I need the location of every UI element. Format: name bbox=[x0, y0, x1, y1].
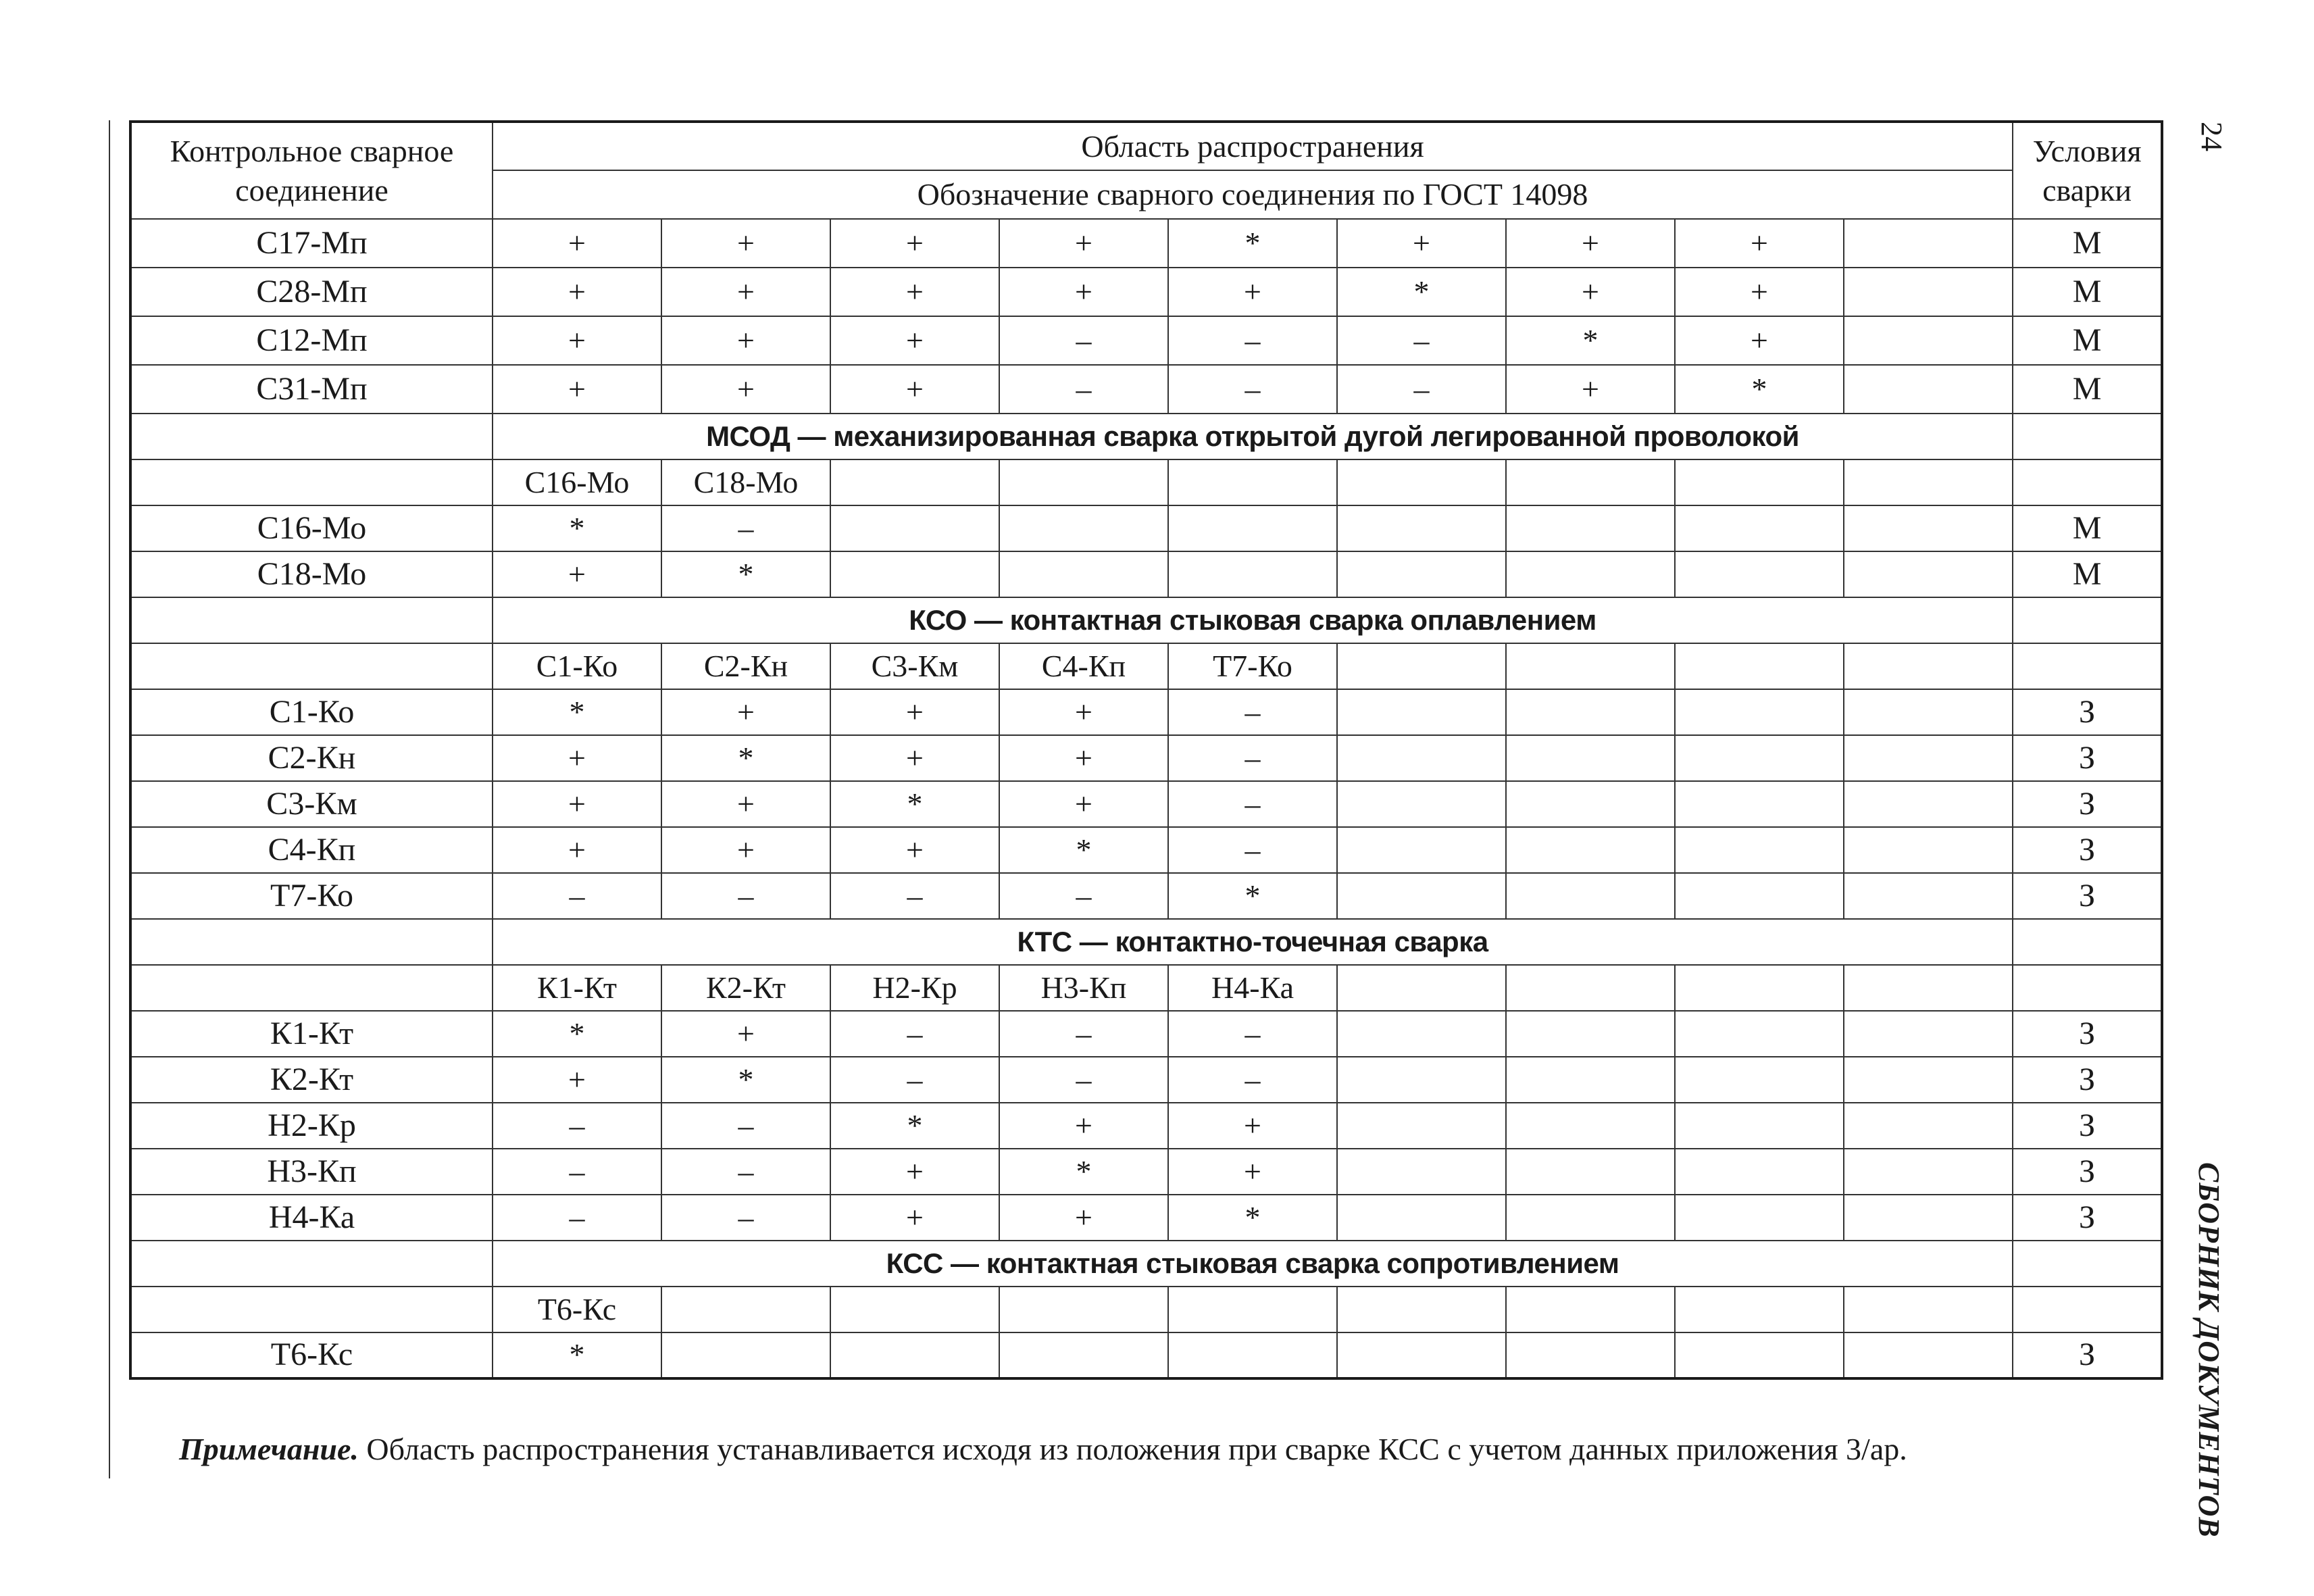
scope-cell bbox=[1675, 1195, 1844, 1241]
scope-cell: * bbox=[493, 689, 661, 735]
scope-cell: + bbox=[661, 365, 830, 414]
table-row bbox=[130, 735, 2162, 781]
scope-cell bbox=[1844, 365, 2013, 414]
scope-cell: + bbox=[493, 551, 661, 597]
scope-cell bbox=[1337, 1287, 1506, 1332]
scope-cell: * bbox=[661, 735, 830, 781]
table-row bbox=[130, 1057, 2162, 1103]
scope-cell: + bbox=[661, 689, 830, 735]
scope-cell bbox=[1337, 873, 1506, 919]
welding-condition: З bbox=[2013, 1011, 2162, 1057]
scope-cell bbox=[1337, 1011, 1506, 1057]
scope-cell: + bbox=[830, 219, 999, 268]
section-title: МСОД — механизированная сварка открытой дугой легированной проволокой bbox=[493, 414, 2013, 459]
footnote bbox=[179, 1431, 1907, 1467]
scope-cell: + bbox=[999, 781, 1168, 827]
joint-label: К2-Кт bbox=[130, 1057, 493, 1103]
scope-cell: + bbox=[1506, 268, 1675, 316]
scope-cell: * bbox=[1168, 1195, 1337, 1241]
scope-cell: – bbox=[1168, 735, 1337, 781]
scope-cell bbox=[999, 505, 1168, 551]
scope-cell bbox=[830, 551, 999, 597]
table-row bbox=[130, 1287, 2162, 1332]
scope-cell: + bbox=[493, 1057, 661, 1103]
scope-cell bbox=[1844, 643, 2013, 689]
table-row bbox=[130, 689, 2162, 735]
joint-label: С12-Мп bbox=[130, 316, 493, 365]
scope-cell: – bbox=[493, 873, 661, 919]
left-margin-rule bbox=[109, 120, 110, 1478]
table-row bbox=[130, 1103, 2162, 1149]
scope-cell bbox=[1337, 1332, 1506, 1378]
scope-cell bbox=[1675, 1149, 1844, 1195]
scope-cell: – bbox=[661, 505, 830, 551]
scope-cell bbox=[1168, 505, 1337, 551]
scope-cell bbox=[1506, 781, 1675, 827]
scope-cell: + bbox=[999, 1103, 1168, 1149]
scope-cell bbox=[1675, 781, 1844, 827]
scope-cell: С3-Км bbox=[830, 643, 999, 689]
welding-condition: З bbox=[2013, 1332, 2162, 1378]
scope-cell: – bbox=[1168, 689, 1337, 735]
scope-cell: Т7-Ко bbox=[1168, 643, 1337, 689]
scope-cell: – bbox=[1168, 1011, 1337, 1057]
welding-condition: З bbox=[2013, 1057, 2162, 1103]
scope-cell bbox=[1675, 735, 1844, 781]
page-number: 24 bbox=[2195, 122, 2228, 151]
joint-label bbox=[130, 643, 493, 689]
scope-cell: + bbox=[830, 827, 999, 873]
scope-cell bbox=[1844, 1057, 2013, 1103]
footnote-lead: Примечание. bbox=[179, 1432, 359, 1466]
scope-cell: – bbox=[1337, 365, 1506, 414]
scope-cell bbox=[1675, 551, 1844, 597]
welding-condition bbox=[2013, 1287, 2162, 1332]
scope-cell bbox=[1675, 873, 1844, 919]
header-control-joint: Контрольное сварное соединение bbox=[130, 122, 493, 219]
scope-cell: – bbox=[1168, 1057, 1337, 1103]
joint-label: С16-Мо bbox=[130, 505, 493, 551]
scope-cell: + bbox=[493, 219, 661, 268]
joint-label: Н4-Ка bbox=[130, 1195, 493, 1241]
scope-cell: – bbox=[661, 1195, 830, 1241]
scope-cell: – bbox=[999, 873, 1168, 919]
joint-label: С3-Км bbox=[130, 781, 493, 827]
scope-cell bbox=[1506, 1149, 1675, 1195]
scope-cell: Н3-Кп bbox=[999, 965, 1168, 1011]
scope-cell: * bbox=[830, 1103, 999, 1149]
scope-cell: – bbox=[830, 1057, 999, 1103]
joint-label: Т7-Ко bbox=[130, 873, 493, 919]
scope-cell bbox=[1844, 316, 2013, 365]
section-empty-cond bbox=[2013, 919, 2162, 965]
scope-cell: – bbox=[999, 316, 1168, 365]
scope-cell: + bbox=[999, 268, 1168, 316]
table-row bbox=[130, 1149, 2162, 1195]
scope-cell bbox=[1675, 459, 1844, 505]
joint-label bbox=[130, 1287, 493, 1332]
scope-cell bbox=[1506, 1011, 1675, 1057]
scope-cell: + bbox=[830, 689, 999, 735]
scope-cell: * bbox=[493, 1332, 661, 1378]
scope-cell bbox=[1168, 459, 1337, 505]
scope-cell bbox=[1844, 1195, 2013, 1241]
header-conditions: Условия сварки bbox=[2013, 122, 2162, 219]
scope-cell: + bbox=[830, 268, 999, 316]
scope-cell bbox=[1337, 459, 1506, 505]
scope-cell: С18-Мо bbox=[661, 459, 830, 505]
scope-cell: Н2-Кр bbox=[830, 965, 999, 1011]
scope-cell: * bbox=[1675, 365, 1844, 414]
joint-label: Н2-Кр bbox=[130, 1103, 493, 1149]
welding-condition bbox=[2013, 643, 2162, 689]
scope-cell: + bbox=[493, 781, 661, 827]
table-row bbox=[130, 781, 2162, 827]
scope-cell: С1-Ко bbox=[493, 643, 661, 689]
scope-cell: – bbox=[830, 873, 999, 919]
section-empty-cond bbox=[2013, 414, 2162, 459]
scope-cell: + bbox=[1168, 1149, 1337, 1195]
table-row bbox=[130, 1195, 2162, 1241]
joint-label: Т6-Кс bbox=[130, 1332, 493, 1378]
scope-cell: + bbox=[1675, 268, 1844, 316]
scope-cell: * bbox=[1337, 268, 1506, 316]
welding-condition: З bbox=[2013, 689, 2162, 735]
scope-cell bbox=[1506, 965, 1675, 1011]
scope-cell: + bbox=[999, 735, 1168, 781]
footnote-text: Область распространения устанавливается исходя из положения при сварке КСС с учетом данных приложения 3/ар. bbox=[358, 1432, 1907, 1466]
section-title: КСО — контактная стыковая сварка оплавлением bbox=[493, 597, 2013, 643]
scope-cell bbox=[1675, 689, 1844, 735]
section-title: КСС — контактная стыковая сварка сопротивлением bbox=[493, 1241, 2013, 1287]
scope-cell bbox=[830, 505, 999, 551]
scope-cell: * bbox=[1506, 316, 1675, 365]
scope-cell bbox=[1337, 1195, 1506, 1241]
scope-cell bbox=[1675, 505, 1844, 551]
scope-cell: + bbox=[661, 781, 830, 827]
scope-cell: + bbox=[830, 365, 999, 414]
table-row bbox=[130, 459, 2162, 505]
table-row bbox=[130, 1332, 2162, 1378]
scope-cell bbox=[1675, 1287, 1844, 1332]
scope-cell bbox=[1337, 1057, 1506, 1103]
section-row bbox=[130, 414, 2162, 459]
scope-cell: * bbox=[999, 827, 1168, 873]
joint-label: С17-Мп bbox=[130, 219, 493, 268]
scope-cell: – bbox=[830, 1011, 999, 1057]
scope-cell: – bbox=[1168, 827, 1337, 873]
welding-condition bbox=[2013, 965, 2162, 1011]
scope-cell bbox=[1506, 735, 1675, 781]
welding-condition: М bbox=[2013, 365, 2162, 414]
scope-cell: * bbox=[1168, 219, 1337, 268]
scope-cell bbox=[1337, 735, 1506, 781]
scope-cell: + bbox=[493, 735, 661, 781]
scope-cell bbox=[1506, 873, 1675, 919]
scope-cell: + bbox=[1675, 316, 1844, 365]
section-row bbox=[130, 1241, 2162, 1287]
scope-cell bbox=[999, 551, 1168, 597]
scope-cell bbox=[999, 1332, 1168, 1378]
section-empty-cond bbox=[2013, 597, 2162, 643]
scope-cell: + bbox=[493, 827, 661, 873]
scope-cell: К1-Кт bbox=[493, 965, 661, 1011]
scope-cell: С4-Кп bbox=[999, 643, 1168, 689]
scope-cell: + bbox=[493, 268, 661, 316]
scope-cell bbox=[1337, 1149, 1506, 1195]
scope-cell bbox=[661, 1332, 830, 1378]
scope-cell bbox=[1675, 1103, 1844, 1149]
welding-condition: М bbox=[2013, 268, 2162, 316]
header-designation: Обозначение сварного соединения по ГОСТ 14098 bbox=[493, 170, 2013, 219]
scope-cell bbox=[1844, 689, 2013, 735]
welding-condition: З bbox=[2013, 781, 2162, 827]
table-row bbox=[130, 643, 2162, 689]
scope-cell bbox=[1844, 219, 2013, 268]
scope-cell bbox=[830, 1332, 999, 1378]
scope-cell bbox=[1675, 643, 1844, 689]
scope-cell bbox=[1506, 551, 1675, 597]
scope-cell: * bbox=[493, 1011, 661, 1057]
scope-cell bbox=[1337, 643, 1506, 689]
scope-cell bbox=[1506, 1332, 1675, 1378]
section-empty-label bbox=[130, 597, 493, 643]
section-empty-cond bbox=[2013, 1241, 2162, 1287]
table-row bbox=[130, 365, 2162, 414]
scope-cell: – bbox=[999, 1011, 1168, 1057]
scope-cell: – bbox=[1168, 365, 1337, 414]
scope-cell: – bbox=[661, 1103, 830, 1149]
scope-cell bbox=[1506, 827, 1675, 873]
joint-label: С2-Кн bbox=[130, 735, 493, 781]
joint-label: С28-Мп bbox=[130, 268, 493, 316]
scope-cell bbox=[830, 1287, 999, 1332]
scope-cell: + bbox=[493, 316, 661, 365]
scope-cell bbox=[1506, 1103, 1675, 1149]
scope-cell: – bbox=[999, 1057, 1168, 1103]
welding-condition: М bbox=[2013, 505, 2162, 551]
scope-cell bbox=[1337, 551, 1506, 597]
scope-cell bbox=[1844, 735, 2013, 781]
joint-label: С4-Кп bbox=[130, 827, 493, 873]
scope-cell: + bbox=[493, 365, 661, 414]
scope-cell: – bbox=[493, 1149, 661, 1195]
scope-cell bbox=[1844, 1332, 2013, 1378]
scope-cell bbox=[1506, 459, 1675, 505]
scope-cell bbox=[1844, 459, 2013, 505]
scope-cell: + bbox=[999, 219, 1168, 268]
scope-cell bbox=[1337, 505, 1506, 551]
scope-cell: – bbox=[1168, 781, 1337, 827]
welding-condition: З bbox=[2013, 735, 2162, 781]
scope-cell bbox=[1844, 1287, 2013, 1332]
scope-cell bbox=[1506, 1287, 1675, 1332]
welding-condition: М bbox=[2013, 316, 2162, 365]
scope-cell: + bbox=[661, 268, 830, 316]
scope-cell: + bbox=[830, 1149, 999, 1195]
scope-cell: + bbox=[999, 1195, 1168, 1241]
scope-cell: – bbox=[661, 1149, 830, 1195]
welding-scope-table bbox=[129, 120, 2163, 1380]
scope-cell bbox=[999, 1287, 1168, 1332]
scope-cell: – bbox=[661, 873, 830, 919]
scope-cell bbox=[830, 459, 999, 505]
scope-cell: – bbox=[999, 365, 1168, 414]
scope-cell bbox=[1844, 827, 2013, 873]
scope-cell: * bbox=[661, 551, 830, 597]
scope-cell: + bbox=[1675, 219, 1844, 268]
scope-cell: + bbox=[999, 689, 1168, 735]
scope-cell: + bbox=[1168, 1103, 1337, 1149]
header-scope: Область распространения bbox=[493, 122, 2013, 170]
welding-condition: З bbox=[2013, 1103, 2162, 1149]
scope-cell: С16-Мо bbox=[493, 459, 661, 505]
scope-cell bbox=[1675, 1057, 1844, 1103]
scope-cell bbox=[1844, 781, 2013, 827]
scope-cell: Н4-Ка bbox=[1168, 965, 1337, 1011]
joint-label: С31-Мп bbox=[130, 365, 493, 414]
scope-cell: – bbox=[1168, 316, 1337, 365]
joint-label: Н3-Кп bbox=[130, 1149, 493, 1195]
scope-cell: С2-Кн bbox=[661, 643, 830, 689]
scope-cell bbox=[1337, 965, 1506, 1011]
scope-cell bbox=[1506, 505, 1675, 551]
table-row bbox=[130, 873, 2162, 919]
scope-cell: + bbox=[1506, 365, 1675, 414]
scope-cell: – bbox=[493, 1103, 661, 1149]
scope-cell bbox=[1844, 268, 2013, 316]
scope-cell bbox=[1844, 873, 2013, 919]
section-title: КТС — контактно-точечная сварка bbox=[493, 919, 2013, 965]
joint-label bbox=[130, 965, 493, 1011]
welding-condition: М bbox=[2013, 219, 2162, 268]
table-row bbox=[130, 965, 2162, 1011]
scope-cell: Т6-Кс bbox=[493, 1287, 661, 1332]
scope-cell: – bbox=[1337, 316, 1506, 365]
scope-cell: + bbox=[830, 316, 999, 365]
table-row bbox=[130, 827, 2162, 873]
scope-cell bbox=[1675, 965, 1844, 1011]
scope-cell bbox=[1844, 551, 2013, 597]
scope-cell: + bbox=[661, 219, 830, 268]
scope-cell: * bbox=[493, 505, 661, 551]
scope-cell bbox=[1675, 827, 1844, 873]
scope-cell bbox=[1337, 1103, 1506, 1149]
scope-cell: К2-Кт bbox=[661, 965, 830, 1011]
scope-cell: * bbox=[999, 1149, 1168, 1195]
section-row bbox=[130, 597, 2162, 643]
scope-cell bbox=[1506, 1057, 1675, 1103]
scope-cell bbox=[1168, 1332, 1337, 1378]
scope-cell: + bbox=[830, 1195, 999, 1241]
welding-condition: З bbox=[2013, 1149, 2162, 1195]
joint-label: С1-Ко bbox=[130, 689, 493, 735]
scope-cell bbox=[1506, 643, 1675, 689]
scope-cell: * bbox=[1168, 873, 1337, 919]
section-empty-label bbox=[130, 919, 493, 965]
section-row bbox=[130, 919, 2162, 965]
scope-cell bbox=[1844, 1011, 2013, 1057]
scope-cell: + bbox=[661, 827, 830, 873]
scope-cell bbox=[1168, 1287, 1337, 1332]
scope-cell bbox=[1506, 1195, 1675, 1241]
table-row bbox=[130, 316, 2162, 365]
table-row bbox=[130, 551, 2162, 597]
scope-cell: + bbox=[1168, 268, 1337, 316]
scope-cell: + bbox=[661, 316, 830, 365]
section-empty-label bbox=[130, 414, 493, 459]
table-row bbox=[130, 268, 2162, 316]
scope-cell bbox=[1337, 827, 1506, 873]
section-empty-label bbox=[130, 1241, 493, 1287]
scope-cell bbox=[1844, 965, 2013, 1011]
welding-condition bbox=[2013, 459, 2162, 505]
scope-cell bbox=[1337, 781, 1506, 827]
joint-label bbox=[130, 459, 493, 505]
scope-cell bbox=[1168, 551, 1337, 597]
running-title: СБОРНИК ДОКУМЕНТОВ bbox=[2192, 1162, 2225, 1538]
scope-cell bbox=[1844, 1149, 2013, 1195]
scope-cell: + bbox=[661, 1011, 830, 1057]
scope-cell: + bbox=[1337, 219, 1506, 268]
scope-cell: + bbox=[1506, 219, 1675, 268]
scope-cell: * bbox=[830, 781, 999, 827]
welding-condition: З bbox=[2013, 873, 2162, 919]
scope-cell bbox=[1675, 1011, 1844, 1057]
table-row bbox=[130, 219, 2162, 268]
table-body bbox=[130, 219, 2162, 1378]
scope-cell bbox=[1675, 1332, 1844, 1378]
scope-cell: – bbox=[493, 1195, 661, 1241]
welding-condition: З bbox=[2013, 1195, 2162, 1241]
scope-cell bbox=[1337, 689, 1506, 735]
table-row bbox=[130, 1011, 2162, 1057]
scope-cell: + bbox=[830, 735, 999, 781]
welding-condition: М bbox=[2013, 551, 2162, 597]
scope-cell bbox=[999, 459, 1168, 505]
joint-label: С18-Мо bbox=[130, 551, 493, 597]
scope-cell bbox=[1844, 505, 2013, 551]
scope-cell bbox=[1844, 1103, 2013, 1149]
joint-label: К1-Кт bbox=[130, 1011, 493, 1057]
scope-cell bbox=[1506, 689, 1675, 735]
scope-cell: * bbox=[661, 1057, 830, 1103]
scope-cell bbox=[661, 1287, 830, 1332]
table-row bbox=[130, 505, 2162, 551]
welding-condition: З bbox=[2013, 827, 2162, 873]
